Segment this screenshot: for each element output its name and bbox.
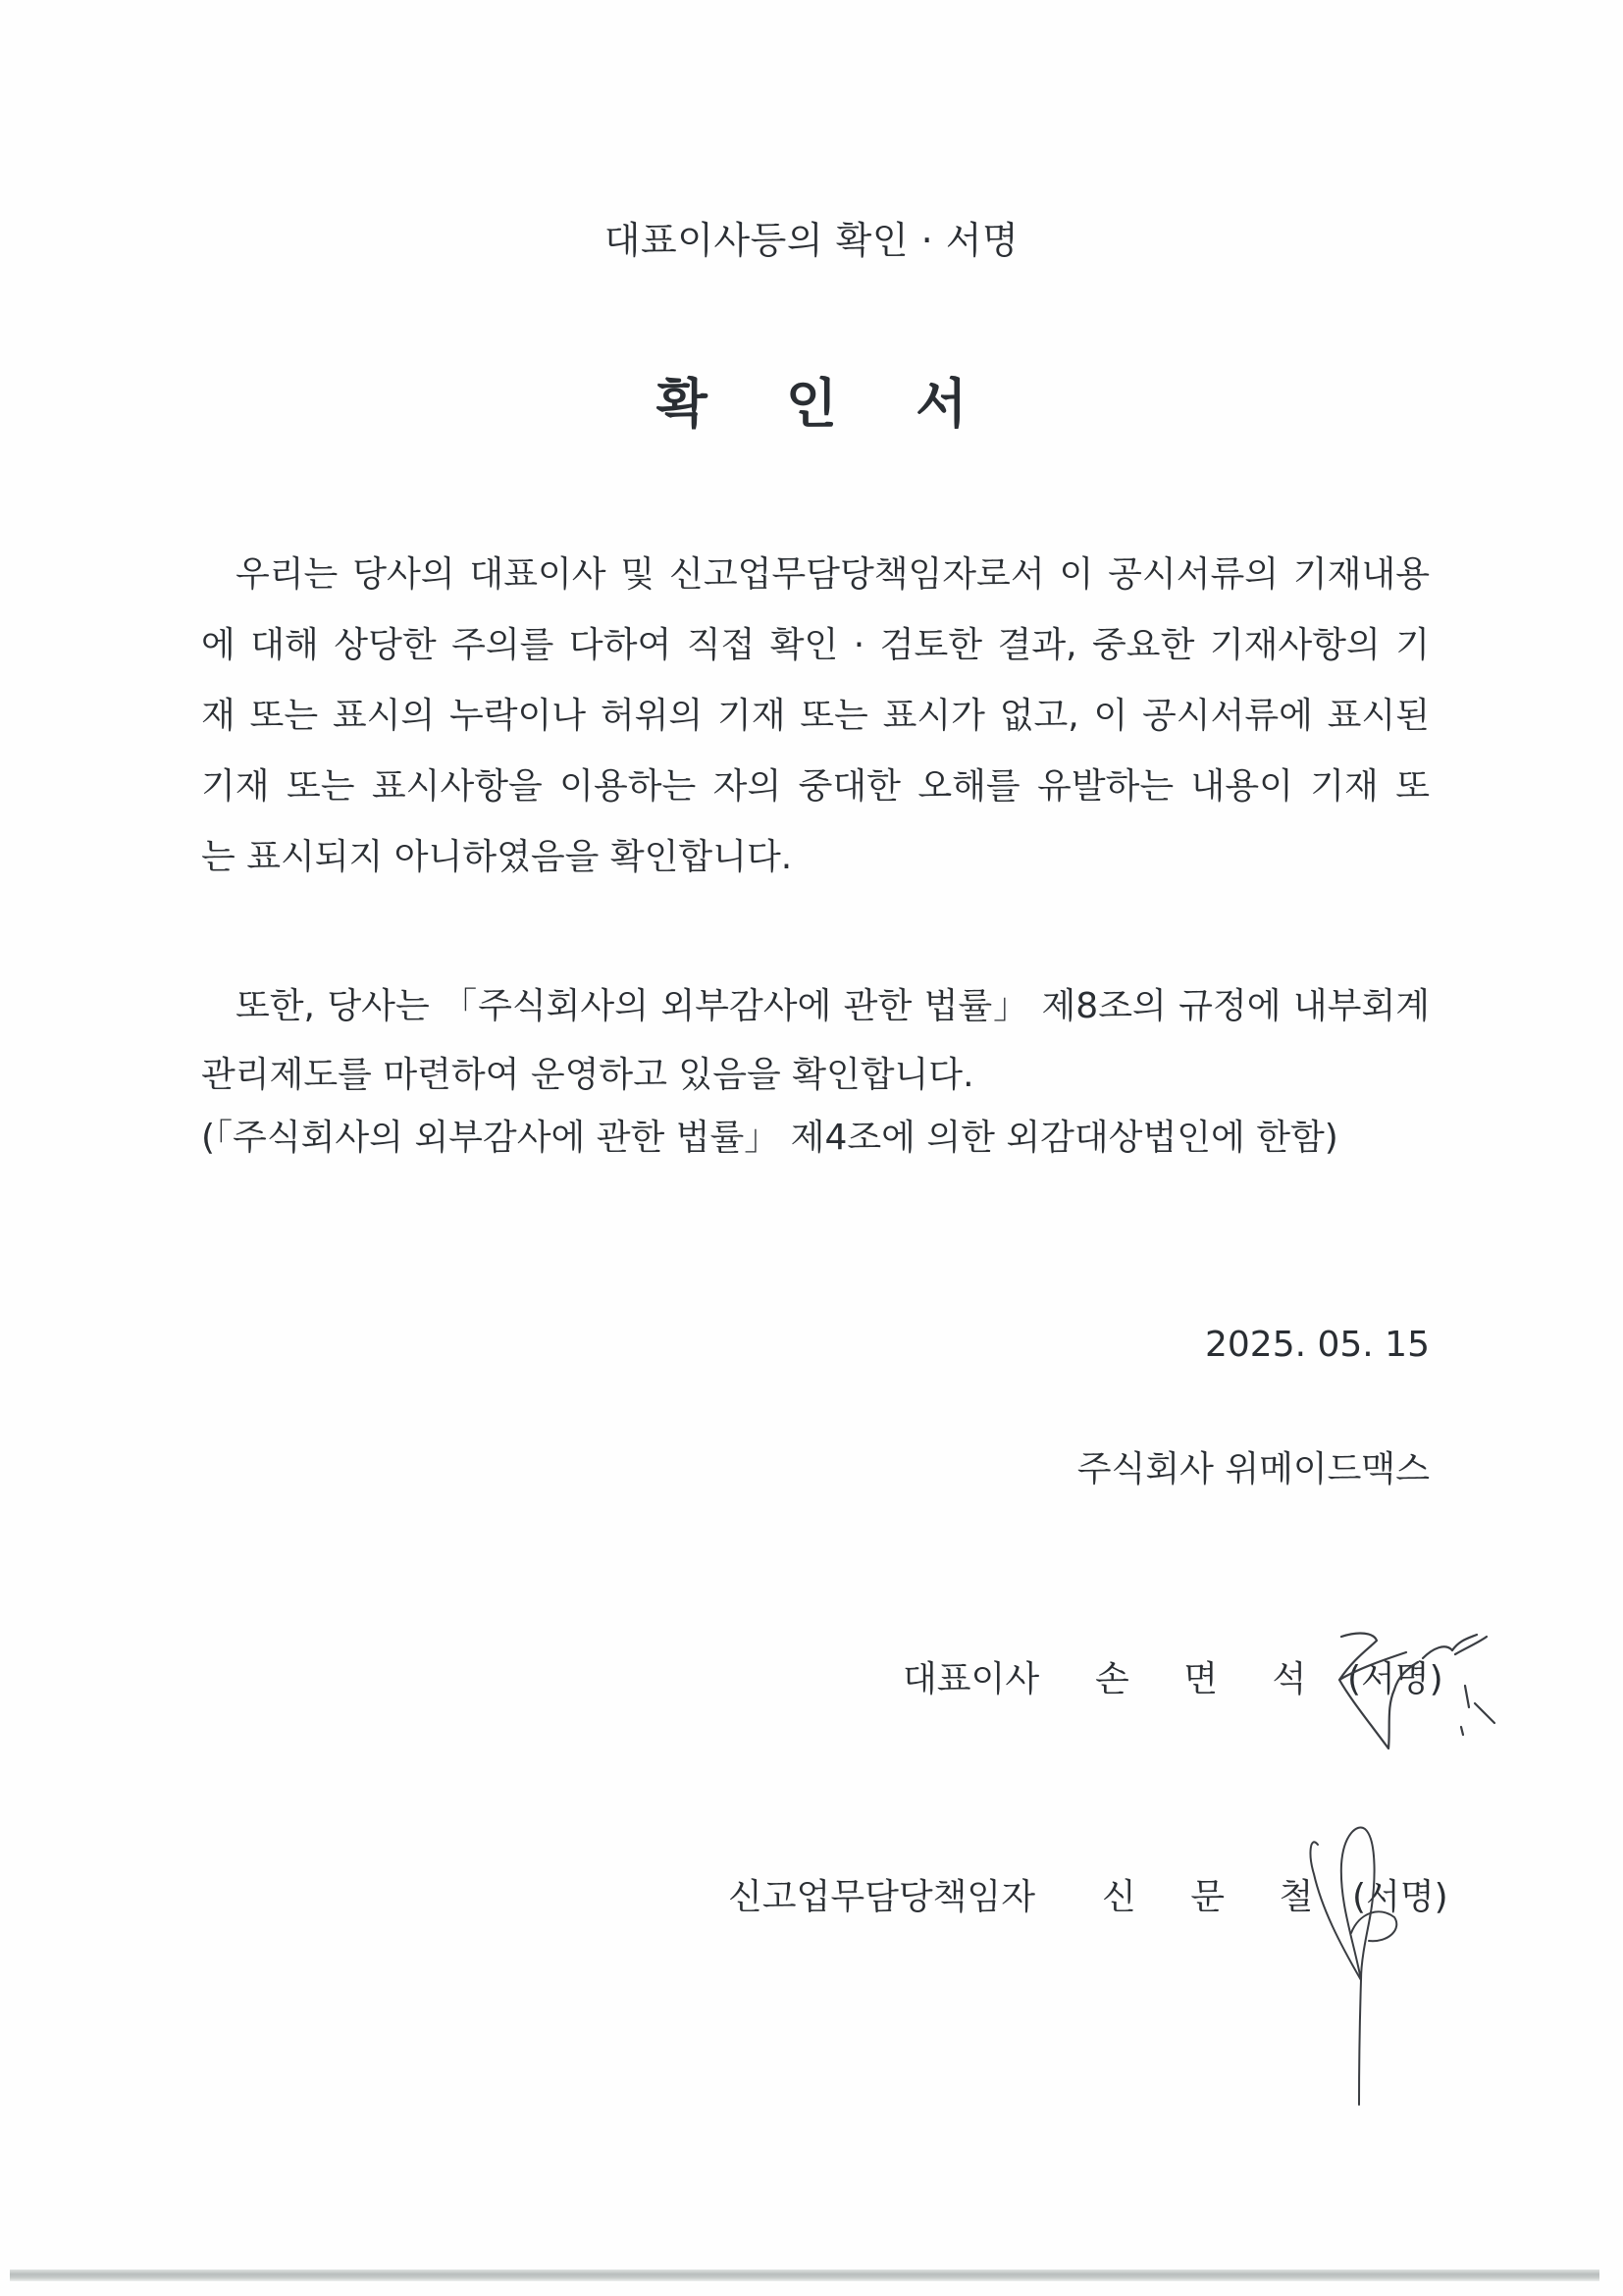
signatory-role: 신고업무담당책임자 xyxy=(728,1877,1035,1917)
company-name: 주식회사 위메이드맥스 xyxy=(1076,1449,1430,1489)
document-date: 2025. 05. 15 xyxy=(1204,1325,1430,1365)
signatory-name: 신 문 철 xyxy=(1102,1877,1335,1917)
paragraph-line: 관리제도를 마련하여 운영하고 있음을 확인합니다. xyxy=(201,1055,974,1095)
document-subtitle: 대표이사등의 확인 · 서명 xyxy=(603,219,1020,262)
scan-edge-line xyxy=(10,2270,1599,2281)
signatory-name: 손 면 석 xyxy=(1095,1659,1329,1699)
document-title xyxy=(0,373,1623,436)
signatory-role: 대표이사 xyxy=(903,1659,1040,1699)
paragraph-line: 우리는 당사의 대표이사 및 신고업무담당책임자로서 이 공시서류의 기재내용 xyxy=(236,554,1430,595)
paragraph-line: 재 또는 표시의 누락이나 허위의 기재 또는 표시가 없고, 이 공시서류에 표시된 xyxy=(201,696,1430,736)
sign-here-mark: (서명) xyxy=(1347,1659,1443,1699)
paragraph-line: 에 대해 상당한 주의를 다하여 직접 확인 · 검토한 결과, 중요한 기재사항의 기 xyxy=(201,625,1430,665)
handwritten-signature-icon xyxy=(1330,1629,1526,1776)
title-char: 서 xyxy=(916,373,968,435)
handwritten-signature-icon xyxy=(1300,1815,1408,2119)
paragraph-line: 기재 또는 표시사항을 이용하는 자의 중대한 오해를 유발하는 내용이 기재 또 xyxy=(201,766,1430,807)
paragraph-line: (「주식회사의 외부감사에 관한 법률」 제4조에 의한 외감대상법인에 한함) xyxy=(201,1118,1338,1158)
title-char: 인 xyxy=(785,373,838,435)
sign-here-mark: (서명) xyxy=(1352,1877,1448,1917)
paragraph-line: 는 표시되지 아니하였음을 확인합니다. xyxy=(201,837,793,877)
paragraph-line: 또한, 당사는 「주식회사의 외부감사에 관한 법률」 제8조의 규정에 내부회계 xyxy=(236,986,1430,1026)
title-char: 확 xyxy=(655,373,707,435)
